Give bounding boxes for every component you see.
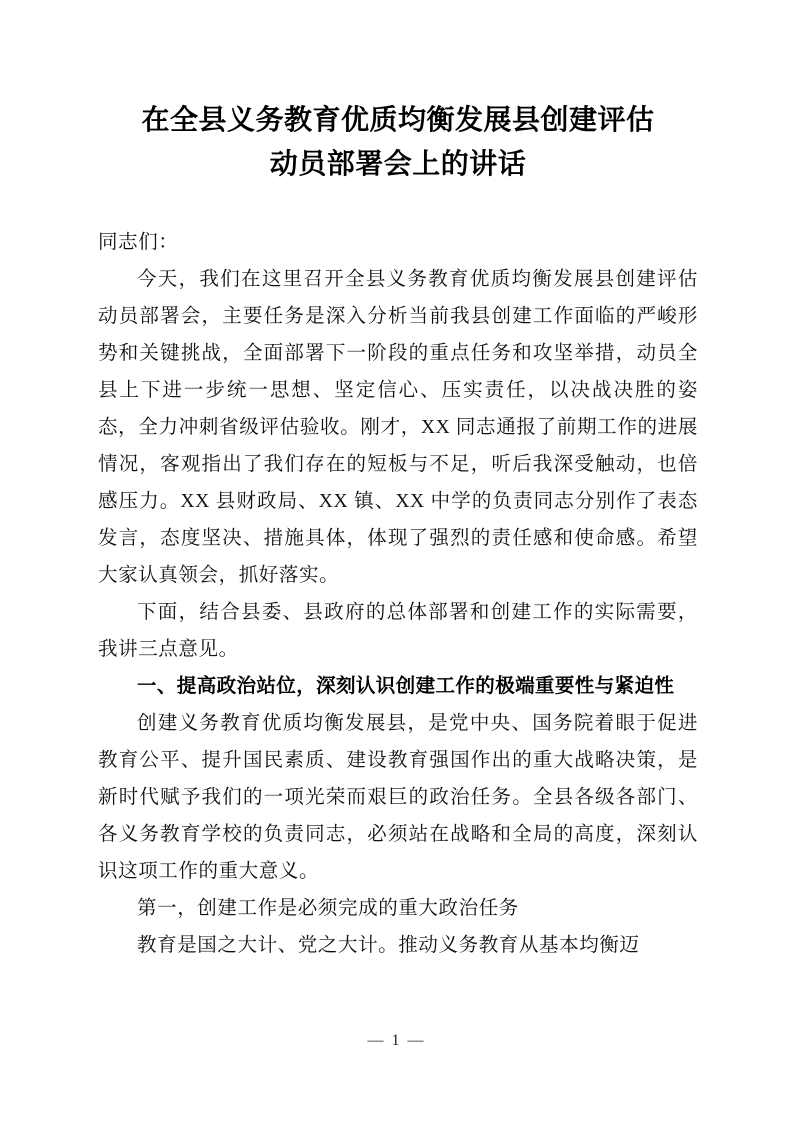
section-heading-one: 一、提高政治站位，深刻认识创建工作的极端重要性与紧迫性: [137, 675, 675, 697]
page-title: [98, 0, 698, 186]
salutation: 同志们：: [98, 232, 179, 253]
title-line-2: 动员部署会上的讲话: [269, 148, 527, 179]
paragraph-transition: 下面，结合县委、县政府的总体部署和创建工作的实际需要，我讲三点意见。: [98, 602, 698, 660]
document-body: [98, 224, 698, 964]
paragraph-point-first-title: 第一，创建工作是必须完成的重大政治任务: [137, 898, 519, 919]
document-content: [98, 0, 698, 964]
paragraph-opening-remarks: 今天，我们在这里召开全县义务教育优质均衡发展县创建评估动员部署会，主要任务是深入分析当前我县创建工作面临的严峻形势和关键挑战，全面部署下一阶段的重点任务和攻坚举措，动员全县上下进一步统一思想、坚定信心、压实责任，以决战决胜的姿态，全力冲刺省级评估验收。刚才，XX 同志通报了前期工作的进展情况，客观指出了我们存在的短板与不足，听后我深受触动，也倍感压力。XX 县财政局、XX 镇、XX 中学的负责同志分别作了表态发言，态度坚决、措施具体，体现了强烈的责任感和使命感。希望大家认真领会，抓好落实。: [98, 269, 698, 586]
title-line-1: 在全县义务教育优质均衡发展县创建评估: [141, 104, 655, 135]
paragraph-point-first-body: 教育是国之大计、党之大计。推动义务教育从基本均衡迈: [137, 935, 640, 956]
paragraph-section-one-intro: 创建义务教育优质均衡发展县，是党中央、国务院着眼于促进教育公平、提升国民素质、建设教育强国作出的重大战略决策，是新时代赋予我们的一项光荣而艰巨的政治任务。全县各级各部门、各义务教育学校的负责同志，必须站在战略和全局的高度，深刻认识这项工作的重大意义。: [98, 713, 698, 882]
page-number-footer: — 1 —: [367, 1032, 426, 1049]
